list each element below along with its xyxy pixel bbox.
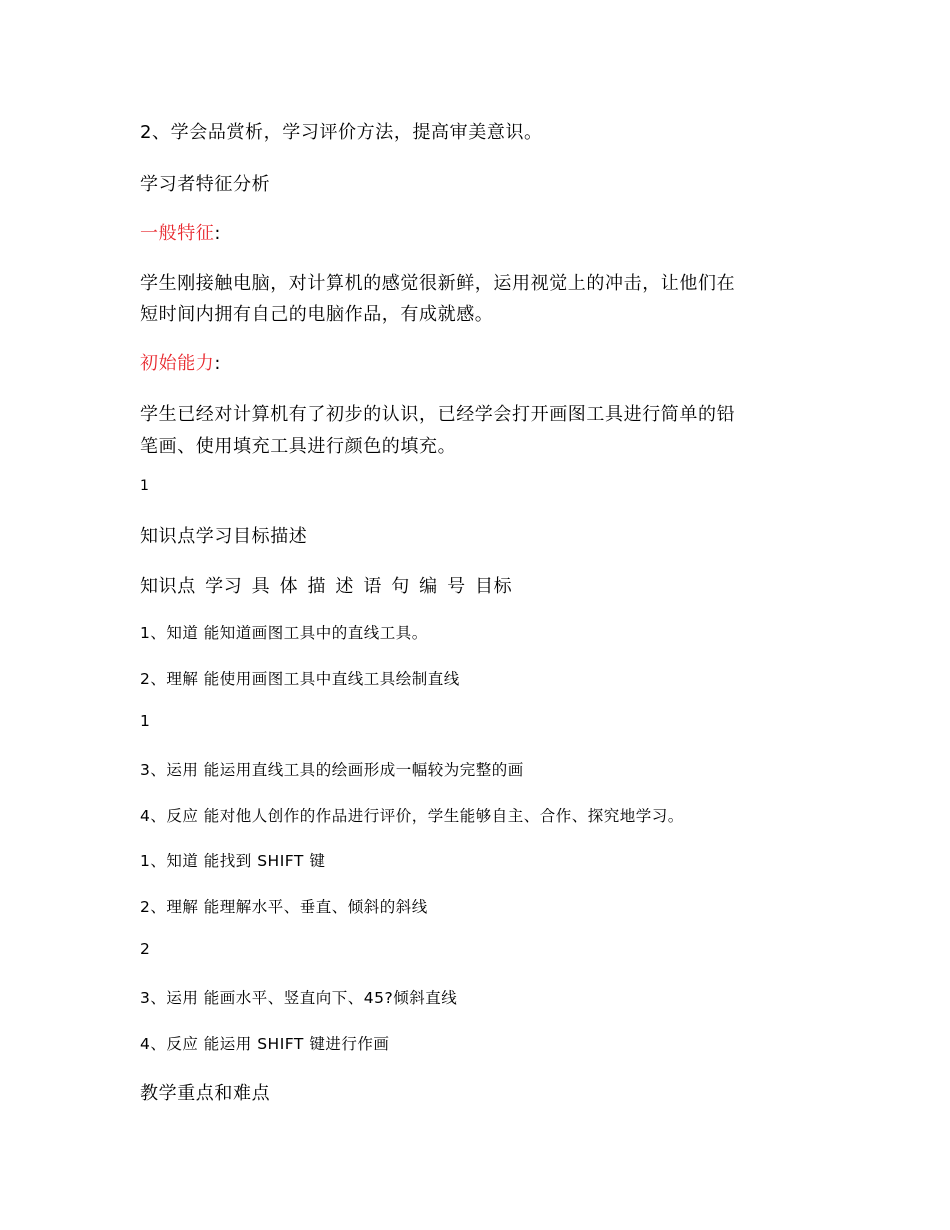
initial-ability-text-1: 学生已经对计算机有了初步的认识，已经学会打开画图工具进行简单的铅 [140,404,736,425]
general-features-label: 一般特征 [140,223,215,244]
page-number: 1 [140,478,150,494]
objective-row: 1、知道 能找到 SHIFT 键 [140,852,326,870]
objectives-table-header: 知识点 学习 具 体 描 述 语 句 编 号 目标 [140,576,513,597]
objective-row: 3、运用 能画水平、竖直向下、45?倾斜直线 [140,989,458,1007]
general-features-colon: : [214,223,222,244]
objective-row: 3、运用 能运用直线工具的绘画形成一幅较为完整的画 [140,761,524,779]
objective-row: 4、反应 能运用 SHIFT 键进行作画 [140,1035,390,1053]
objective-row: 4、反应 能对他人创作的作品进行评价，学生能够自主、合作、探究地学习。 [140,807,684,825]
general-features-text-2: 短时间内拥有自己的电脑作品，有成就感。 [140,304,494,325]
general-features-label-line [140,219,221,245]
general-features-text-1: 学生刚接触电脑，对计算机的感觉很新鲜，运用视觉上的冲击，让他们在 [140,273,736,294]
learner-analysis-heading: 学习者特征分析 [140,174,271,195]
objective-row: 2、理解 能理解水平、垂直、倾斜的斜线 [140,898,428,916]
initial-ability-label: 初始能力 [140,353,215,374]
objective-group-number: 2 [140,940,151,958]
objective-row: 2、理解 能使用画图工具中直线工具绘制直线 [140,670,460,688]
initial-ability-colon: : [214,353,222,374]
initial-ability-label-line [140,349,221,375]
objective-group-number: 1 [140,712,151,730]
objective-line-2: 2、学会品赏析，学习评价方法，提高审美意识。 [140,122,543,143]
initial-ability-text-2: 笔画、使用填充工具进行颜色的填充。 [140,436,457,457]
knowledge-objectives-heading: 知识点学习目标描述 [140,526,308,547]
teaching-focus-heading: 教学重点和难点 [140,1083,271,1104]
objective-row: 1、知道 能知道画图工具中的直线工具。 [140,624,428,642]
